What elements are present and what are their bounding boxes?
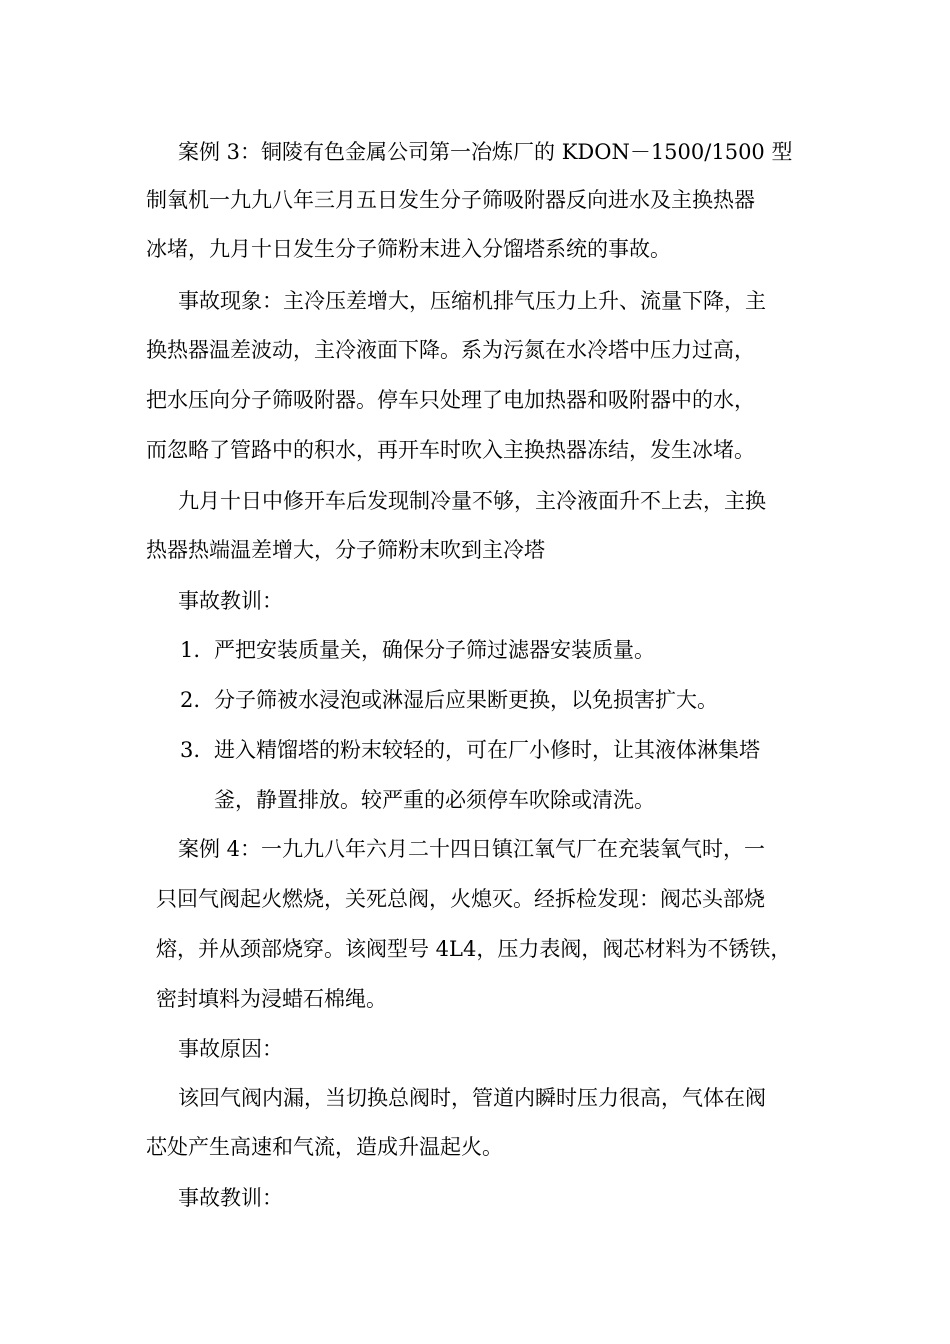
lesson-3-number: 3.	[180, 738, 201, 762]
phenomenon-line-4: 而忽略了管路中的积水，再开车时吹入主换热器冻结，发生冰堵。	[146, 438, 755, 462]
phenomenon-line-1: 事故现象：主冷压差增大，压缩机排气压力上升、流量下降，主	[178, 289, 766, 313]
case4-line-2: 只回气阀起火燃烧，关死总阀，火熄灭。经拆检发现：阀芯头部烧	[156, 887, 765, 911]
cause-line-1: 该回气阀内漏，当切换总阀时，管道内瞬时压力很高，气体在阀	[178, 1086, 766, 1110]
phenomenon-line-2: 换热器温差波动，主冷液面下降。系为污氮在水冷塔中压力过高，	[146, 338, 755, 362]
lesson-2-number: 2.	[180, 688, 201, 712]
lesson-1-number: 1.	[180, 638, 201, 662]
case4-line-1: 案例 4：一九九八年六月二十四日镇江氧气厂在充装氧气时，一	[178, 837, 766, 861]
phenomenon-line-3: 把水压向分子筛吸附器。停车只处理了电加热器和吸附器中的水，	[146, 388, 755, 412]
case4-line-3: 熔，并从颈部烧穿。该阀型号 4L4，压力表阀，阀芯材料为不锈铁，	[156, 937, 792, 961]
lesson-3-text-line-1: 进入精馏塔的粉末较轻的，可在厂小修时，让其液体淋集塔	[214, 738, 760, 762]
lesson-heading-1: 事故教训：	[178, 589, 283, 613]
case4-line-4: 密封填料为浸蜡石棉绳。	[156, 987, 387, 1011]
lesson-2-text: 分子筛被水浸泡或淋湿后应果断更换，以免损害扩大。	[214, 688, 718, 712]
lesson-1-text: 严把安装质量关，确保分子筛过滤器安装质量。	[214, 638, 655, 662]
lesson-3-text-line-2: 釜，静置排放。较严重的必须停车吹除或清洗。	[214, 788, 655, 812]
sept-line-2: 热器热端温差增大，分子筛粉末吹到主冷塔	[146, 538, 545, 562]
cause-heading: 事故原因：	[178, 1037, 283, 1061]
cause-line-2: 芯处产生高速和气流，造成升温起火。	[146, 1135, 503, 1159]
case3-line-3: 冰堵，九月十日发生分子筛粉末进入分馏塔系统的事故。	[146, 237, 671, 261]
sept-line-1: 九月十日中修开车后发现制冷量不够，主冷液面升不上去，主换	[178, 489, 766, 513]
lesson-heading-2: 事故教训：	[178, 1186, 283, 1210]
case3-line-1: 案例 3：铜陵有色金属公司第一冶炼厂的 KDON－1500/1500 型	[178, 140, 793, 164]
case3-line-2: 制氧机一九九八年三月五日发生分子筛吸附器反向进水及主换热器	[146, 188, 755, 212]
